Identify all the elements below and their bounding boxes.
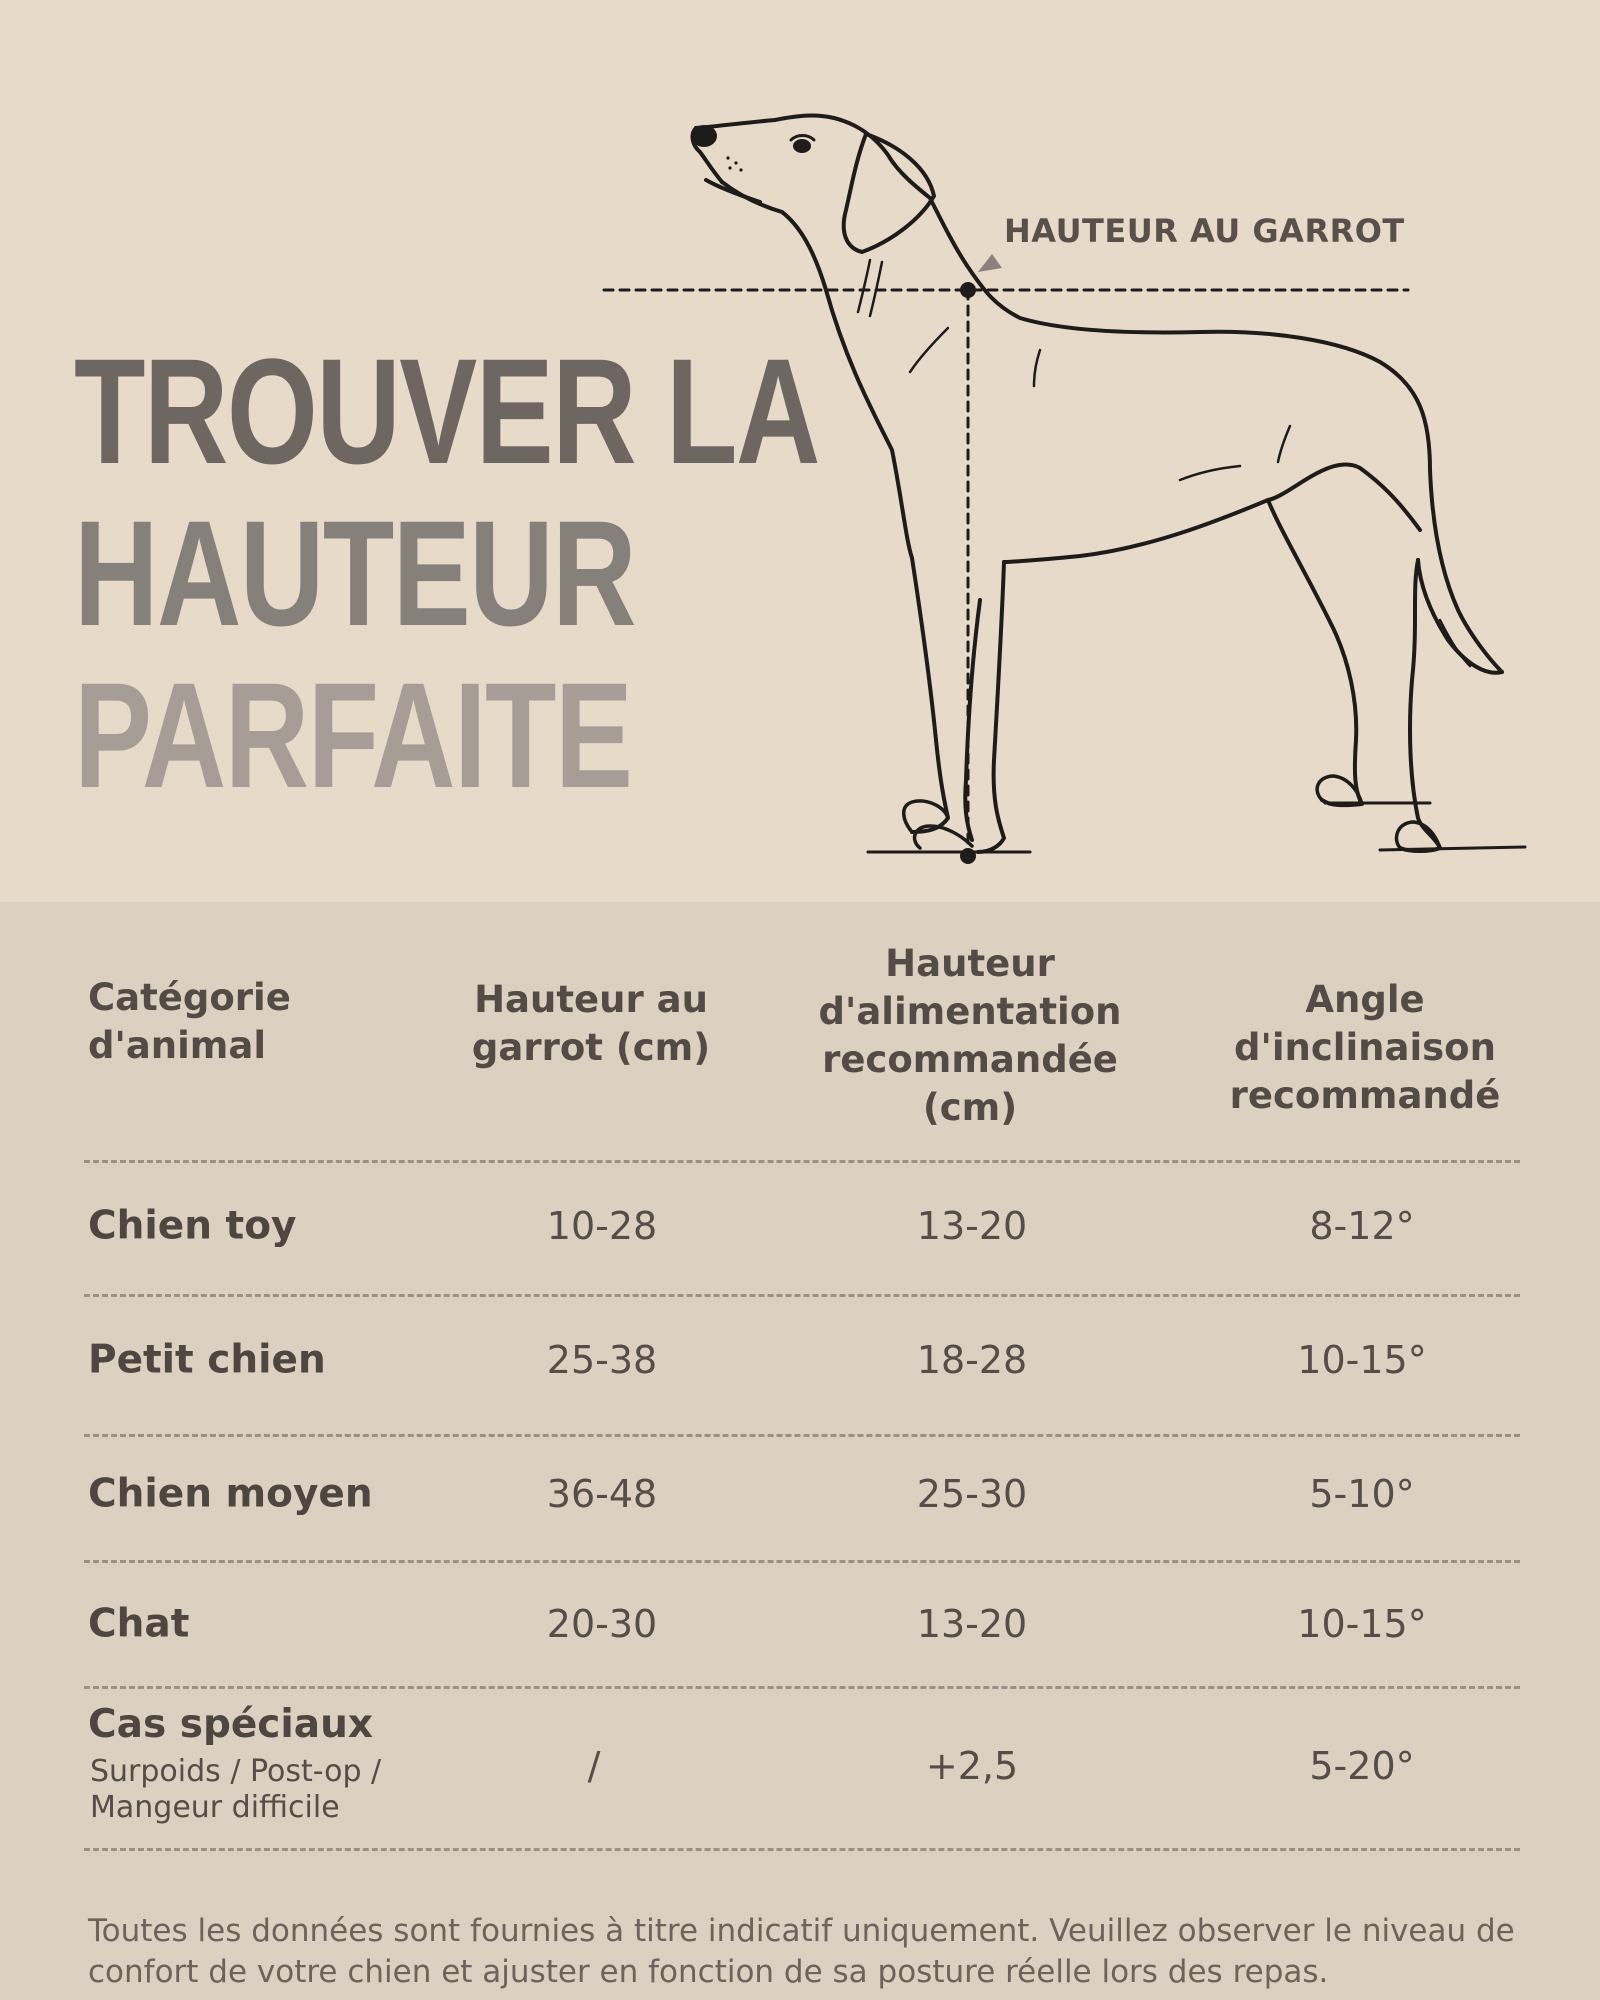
- cell-tilt-angle: 10-15°: [1297, 1602, 1427, 1646]
- header-tilt-angle: Angle d'inclinaison recommandé: [1229, 978, 1501, 1117]
- dog-ear: [844, 134, 934, 252]
- title-line-3: PARFAITE: [74, 651, 632, 819]
- cell-feeding-height: 13-20: [916, 1602, 1028, 1646]
- row-category-label: Chien moyen: [88, 1471, 373, 1517]
- cell-withers: 36-48: [546, 1472, 658, 1516]
- header-category: Catégorie d'animal: [88, 976, 291, 1067]
- cell-withers: 25-38: [546, 1338, 658, 1382]
- cell-withers: 10-28: [546, 1204, 658, 1248]
- row-category-subtitle: Surpoids / Post-op / Mangeur difficile: [90, 1754, 382, 1825]
- row-divider: [84, 1434, 1520, 1437]
- row-divider: [84, 1294, 1520, 1297]
- dog-body: [782, 198, 1502, 852]
- header-feeding-height: Hauteur d'alimentation recommandée (cm): [818, 942, 1122, 1129]
- height-table: [0, 902, 1600, 2000]
- header-withers: Hauteur au garrot (cm): [471, 978, 711, 1069]
- row-category-label: Chien toy: [88, 1203, 297, 1249]
- row-divider: [84, 1560, 1520, 1563]
- row-divider: [84, 1848, 1520, 1851]
- dog-head: [693, 116, 930, 212]
- title-line-1: TROUVER LA: [74, 327, 819, 495]
- cell-feeding-height: 18-28: [916, 1338, 1028, 1382]
- cell-feeding-height: 25-30: [916, 1472, 1028, 1516]
- withers-label: HAUTEUR AU GARROT: [1004, 212, 1405, 250]
- cell-withers: 20-30: [546, 1602, 658, 1646]
- cell-tilt-angle: 5-20°: [1309, 1744, 1415, 1788]
- cell-tilt-angle: 8-12°: [1309, 1204, 1415, 1248]
- dog-paws: [904, 776, 1440, 848]
- cell-withers: /: [587, 1744, 601, 1788]
- title-line-2: HAUTEUR: [74, 489, 636, 657]
- cell-feeding-height: 13-20: [916, 1204, 1028, 1248]
- row-category-label: Chat: [88, 1601, 190, 1647]
- cell-tilt-angle: 10-15°: [1297, 1338, 1427, 1382]
- row-divider: [84, 1160, 1520, 1163]
- withers-measure-lines: [604, 290, 1408, 856]
- withers-arrow-icon: [978, 254, 1002, 272]
- ground-point: [960, 848, 976, 864]
- cell-feeding-height: +2,5: [925, 1744, 1019, 1788]
- row-category-label: Petit chien: [88, 1337, 326, 1383]
- row-category-label: Cas spéciaux: [88, 1702, 374, 1747]
- row-divider: [84, 1686, 1520, 1689]
- disclaimer-note: Toutes les données sont fournies à titre indicatif uniquement. Veuillez observer le niveau de confort de votre chien et ajuster en fonction de sa posture réelle lors des repas.: [88, 1913, 1515, 1990]
- hero-section: [0, 0, 1600, 902]
- withers-point: [960, 282, 976, 298]
- dog-fur-detail: [858, 260, 1470, 666]
- cell-tilt-angle: 5-10°: [1309, 1472, 1415, 1516]
